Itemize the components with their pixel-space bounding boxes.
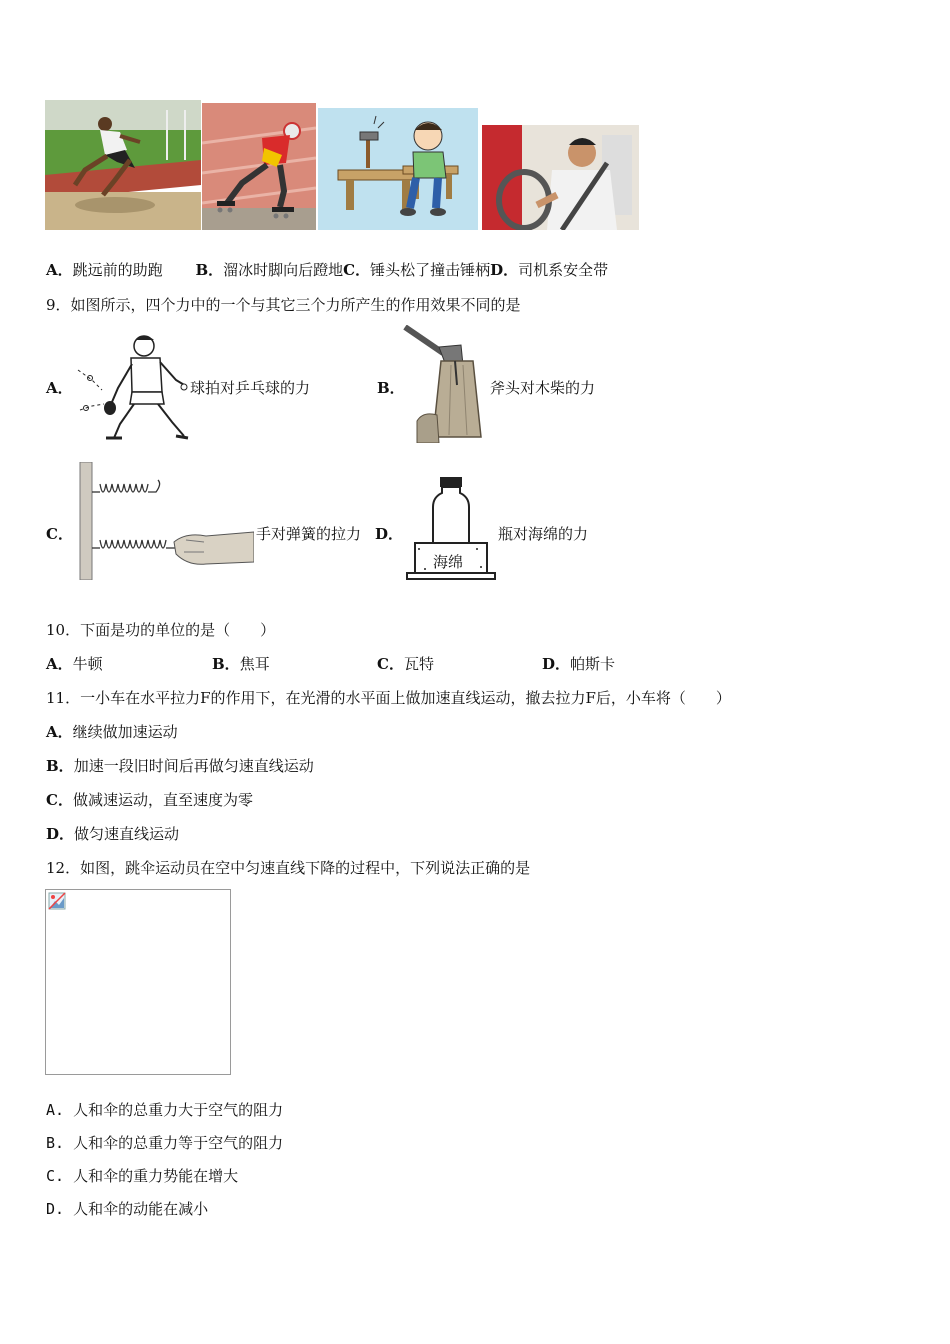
q11-option-c	[46, 790, 253, 810]
q10-option-d-text: 帕斯卡	[570, 655, 616, 673]
q12-option-b	[46, 1133, 283, 1153]
q12-option-c	[46, 1166, 238, 1186]
photo-long-jump	[45, 100, 201, 230]
q12-option-b-letter: B.	[46, 1134, 65, 1152]
q11-option-b-letter: B．	[46, 757, 74, 775]
q10-stem: 10．下面是功的单位的是（ ）	[46, 621, 276, 639]
q11-stem: 11．一小车在水平拉力F的作用下，在光滑的水平面上做加速直线运动，撤去拉力F后，小车将（ ）	[46, 689, 731, 707]
q9-option-d-letter: D．	[375, 525, 404, 543]
q11-option-a	[46, 722, 178, 742]
q9-option-b-letter: B．	[377, 379, 405, 397]
q12-option-a-text: 人和伞的总重力大于空气的阻力	[73, 1101, 284, 1119]
broken-image-icon	[48, 892, 66, 910]
q10-option-d-letter: D．	[542, 655, 571, 673]
figure-axe-wood	[403, 325, 491, 443]
q9-stem: 9．如图所示，四个力中的一个与其它三个力所产生的作用效果不同的是	[46, 296, 521, 314]
q10-option-a-letter: A．	[46, 655, 73, 673]
q8-option-d-text: 司机系安全带	[518, 261, 609, 279]
q11-option-b-text: 加速一段旧时间后再做匀速直线运动	[73, 757, 314, 775]
q8-option-c-letter: C．	[343, 261, 371, 279]
q12-option-c-text: 人和伞的重力势能在增大	[73, 1167, 239, 1185]
q11-option-d	[46, 824, 179, 844]
q11-option-a-text: 继续做加速运动	[72, 723, 178, 741]
photo-roller-skater	[202, 103, 316, 230]
q12-option-d	[46, 1199, 208, 1219]
q9-option-a-letter: A．	[46, 379, 73, 397]
q12-stem: 12．如图，跳伞运动员在空中匀速直线下降的过程中，下列说法正确的是	[46, 859, 531, 877]
q11-option-c-letter: C．	[46, 791, 73, 809]
q10-option-d	[542, 654, 615, 674]
q8-option-a-letter: A．	[46, 261, 73, 279]
q12-option-a	[46, 1100, 283, 1120]
q10-option-c-letter: C．	[377, 655, 404, 673]
q12-option-d-text: 人和伞的动能在减小	[73, 1200, 209, 1218]
q9-option-b-text: 斧头对木柴的力	[490, 379, 596, 397]
figure-table-tennis-player	[76, 330, 190, 442]
q10-option-b-letter: B．	[212, 655, 240, 673]
broken-image-placeholder	[45, 889, 231, 1075]
q8-option-b-text: 溜冰时脚向后蹬地	[223, 261, 344, 279]
q12-option-a-letter: A.	[46, 1101, 65, 1119]
q9-option-c-letter: C．	[46, 525, 73, 543]
photo-driver-seatbelt	[482, 125, 639, 230]
figure-bottle-sponge	[405, 475, 497, 581]
photo-hammer-cartoon	[318, 108, 478, 230]
q11-option-a-letter: A．	[46, 723, 73, 741]
q11-option-d-text: 做匀速直线运动	[74, 825, 180, 843]
q8-option-c-text: 锤头松了撞击锤柄	[370, 261, 491, 279]
q10-option-a-text: 牛顿	[72, 655, 103, 673]
q8-option-a-text: 跳远前的助跑	[72, 261, 163, 279]
q9-option-c-text: 手对弹簧的拉力	[256, 525, 362, 543]
q12-option-c-letter: C.	[46, 1167, 65, 1185]
figure-springs-hand	[76, 462, 254, 580]
q11-option-c-text: 做减速运动，直至速度为零	[72, 791, 253, 809]
q10-option-b-text: 焦耳	[239, 655, 270, 673]
q10-option-a	[46, 654, 103, 674]
q9-option-d-text: 瓶对海绵的力	[498, 525, 589, 543]
q8-options	[46, 260, 608, 280]
sponge-label: 海绵	[433, 553, 464, 571]
q9-option-a-text: 球拍对乒乓球的力	[190, 379, 311, 397]
q8-option-d-letter: D．	[490, 261, 519, 279]
q10-option-c-text: 瓦特	[403, 655, 434, 673]
q12-option-d-letter: D.	[46, 1200, 65, 1218]
q10-option-c	[377, 654, 434, 674]
q12-option-b-text: 人和伞的总重力等于空气的阻力	[73, 1134, 284, 1152]
q11-option-b	[46, 756, 314, 776]
q10-option-b	[212, 654, 270, 674]
q11-option-d-letter: D．	[46, 825, 75, 843]
q8-option-b-letter: B．	[195, 261, 224, 279]
